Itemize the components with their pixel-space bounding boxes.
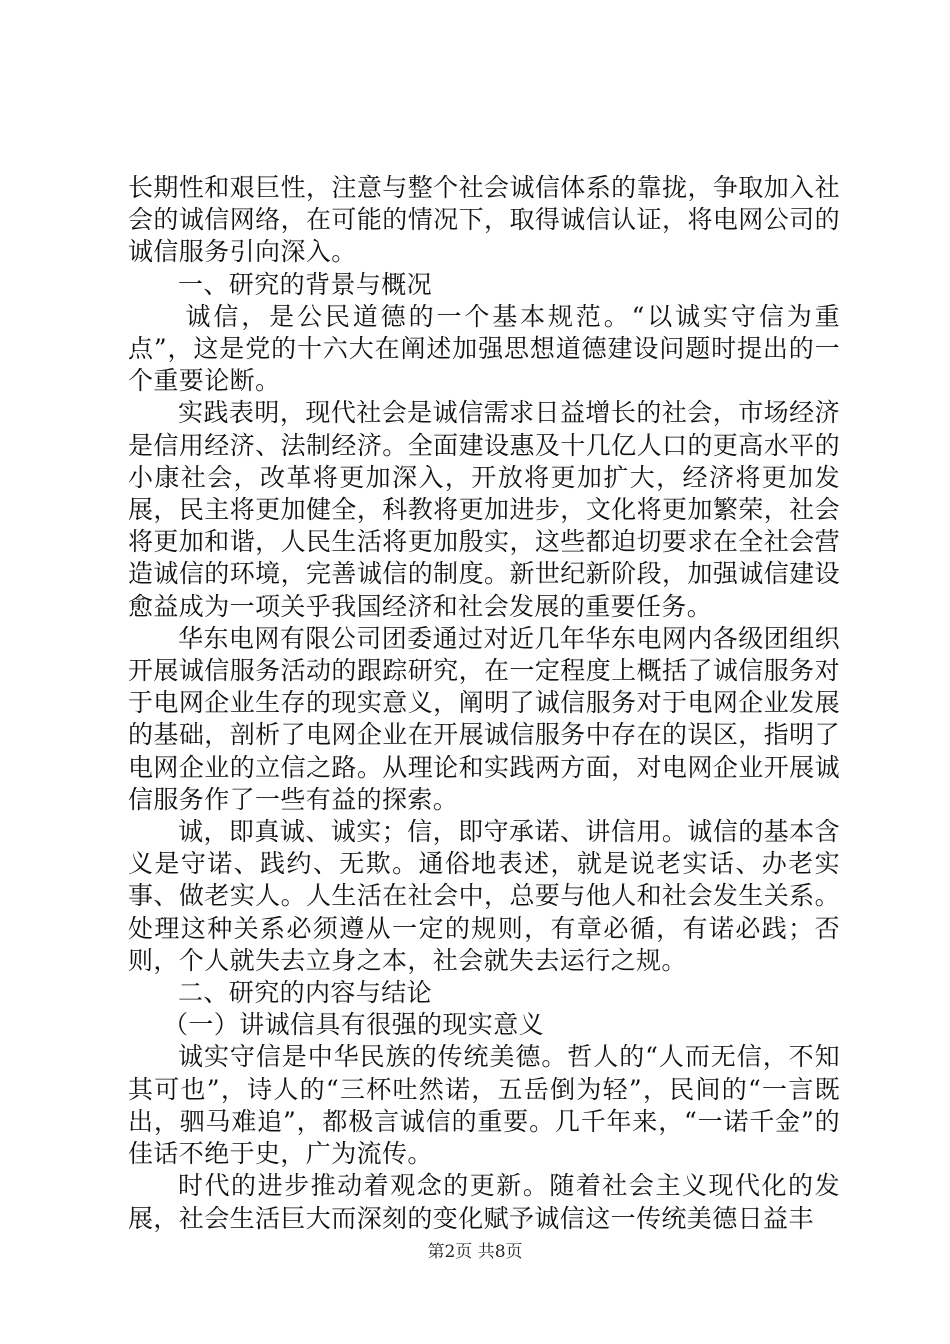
paragraph: 诚实守信是中华民族的传统美德。哲人的“人而无信，不知其可也”，诗人的“三杯吐然诺，五岳倒为轻”，民间的“一言既出，驷马难追”，都极言诚信的重要。几千年来，“一诺千金”的佳话不绝于史，广为流传。 — [128, 1042, 840, 1169]
paragraph-continuation: 长期性和艰巨性，注意与整个社会诚信体系的靠拢，争取加入社会的诚信网络，在可能的情况下，取得诚信认证，将电网公司的诚信服务引向深入。 — [128, 173, 840, 267]
document-body — [128, 172, 840, 1235]
section-heading-1: 一、研究的背景与概况 — [178, 269, 433, 299]
section-heading-2: 二、研究的内容与结论 — [178, 978, 433, 1008]
paragraph: 时代的进步推动着观念的更新。随着社会主义现代化的发展，社会生活巨大而深刻的变化赋予诚信这一传统美德日益丰 — [128, 1171, 840, 1233]
page-number: 第2页 — [427, 1242, 473, 1262]
page-total: 共8页 — [477, 1242, 523, 1262]
paragraph: 华东电网有限公司团委通过对近几年华东电网内各级团组织开展诚信服务活动的跟踪研究，在一定程度上概括了诚信服务对于电网企业生存的现实意义，阐明了诚信服务对于电网企业发展的基础，剖析了电网企业在开展诚信服务中存在的误区，指明了电网企业的立信之路。从理论和实践两方面，对电网企业开展诚信服务作了一些有益的探索。 — [128, 623, 840, 814]
page-footer — [0, 1241, 950, 1263]
paragraph: 诚，即真诚、诚实；信，即守承诺、讲信用。诚信的基本含义是守诺、践约、无欺。通俗地表述，就是说老实话、办老实事、做老实人。人生活在社会中，总要与他人和社会发生关系。处理这种关系必须遵从一定的规则，有章必循，有诺必践；否则，个人就失去立身之本，社会就失去运行之规。 — [128, 817, 840, 975]
subsection-heading: （一）讲诚信具有很强的现实意义 — [163, 1010, 545, 1040]
paragraph: 实践表明，现代社会是诚信需求日益增长的社会，市场经济是信用经济、法制经济。全面建设惠及十几亿人口的更高水平的小康社会，改革将更加深入，开放将更加扩大，经济将更加发展，民主将更加健全，科教将更加进步，文化将更加繁荣，社会将更加和谐，人民生活将更加殷实，这些都迫切要求在全社会营造诚信的环境，完善诚信的制度。新世纪新阶段，加强诚信建设愈益成为一项关乎我国经济和社会发展的重要任务。 — [128, 398, 840, 621]
paragraph: 诚信，是公民道德的一个基本规范。“以诚实守信为重点”，这是党的十六大在阐述加强思想道德建设问题时提出的一个重要论断。 — [128, 301, 840, 396]
